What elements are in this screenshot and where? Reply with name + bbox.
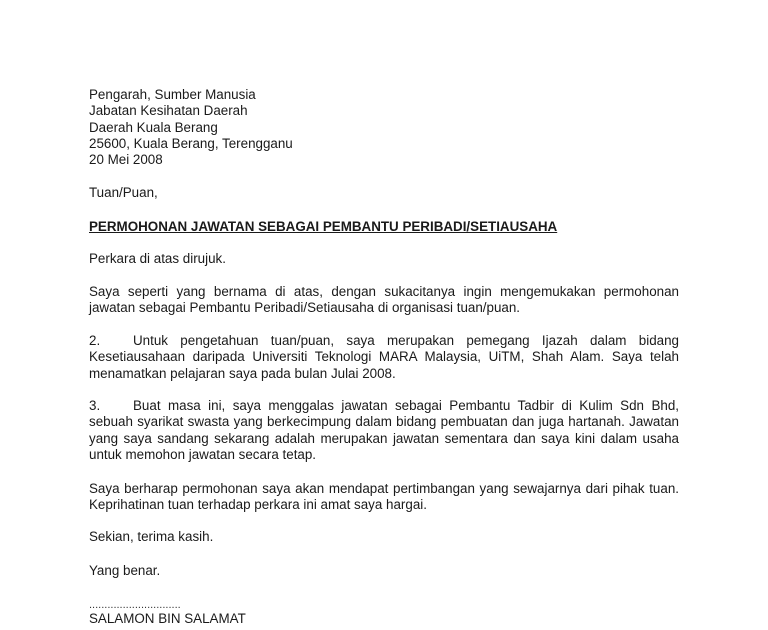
paragraph-text: Saya berharap permohonan saya akan mendapat pertimbangan yang sewajarnya dari pihak tuan. Keprihatinan tuan terhadap perkara ini amat saya hargai. <box>89 481 679 513</box>
paragraph-2 <box>89 333 679 382</box>
address-line: Jabatan Kesihatan Daerah <box>89 103 248 119</box>
paragraph-1 <box>89 284 679 317</box>
letter-date: 20 Mei 2008 <box>89 152 163 168</box>
paragraph-text: Saya seperti yang bernama di atas, dengan sukacitanya ingin mengemukakan permohonan jawatan sebagai Pembantu Peribadi/Setiausaha di organisasi tuan/puan. <box>89 284 679 316</box>
salutation: Tuan/Puan, <box>89 185 158 200</box>
paragraph-number: 3. <box>89 398 101 413</box>
signatory-name: SALAMON BIN SALAMAT <box>89 611 246 626</box>
address-line: Pengarah, Sumber Manusia <box>89 87 256 102</box>
paragraph-text: Buat masa ini, saya menggalas jawatan sebagai Pembantu Tadbir di Kulim Sdn Bhd, sebuah syarikat swasta yang berkecimpung dalam bidang pembuatan dan juga hartanah. Jawatan yang saya sandang sekarang adalah merupakan jawatan sementara dan saya kini dalam usaha untuk memohon jawatan secara tetap. <box>89 398 679 462</box>
signoff: Yang benar. <box>89 563 161 578</box>
reference-line: Perkara di atas dirujuk. <box>89 251 226 266</box>
closing: Sekian, terima kasih. <box>89 529 214 544</box>
address-line: 25600, Kuala Berang, Terengganu <box>89 135 293 151</box>
paragraph-3 <box>89 398 679 463</box>
subject-heading: PERMOHONAN JAWATAN SEBAGAI PEMBANTU PERIBADI/SETIAUSAHA <box>89 219 558 234</box>
paragraph-text: Untuk pengetahuan tuan/puan, saya merupakan pemegang Ijazah dalam bidang Kesetiausahaan daripada Universiti Teknologi MARA Malaysia, UiTM, Shah Alam. Saya telah menamatkan pelajaran saya pada bulan Julai 2008. <box>89 333 679 381</box>
paragraph-number: 2. <box>89 333 101 348</box>
signature-line: .............................. <box>89 599 181 611</box>
recipient-address <box>89 87 679 168</box>
address-line: Daerah Kuala Berang <box>89 119 218 135</box>
paragraph-4 <box>89 481 679 514</box>
